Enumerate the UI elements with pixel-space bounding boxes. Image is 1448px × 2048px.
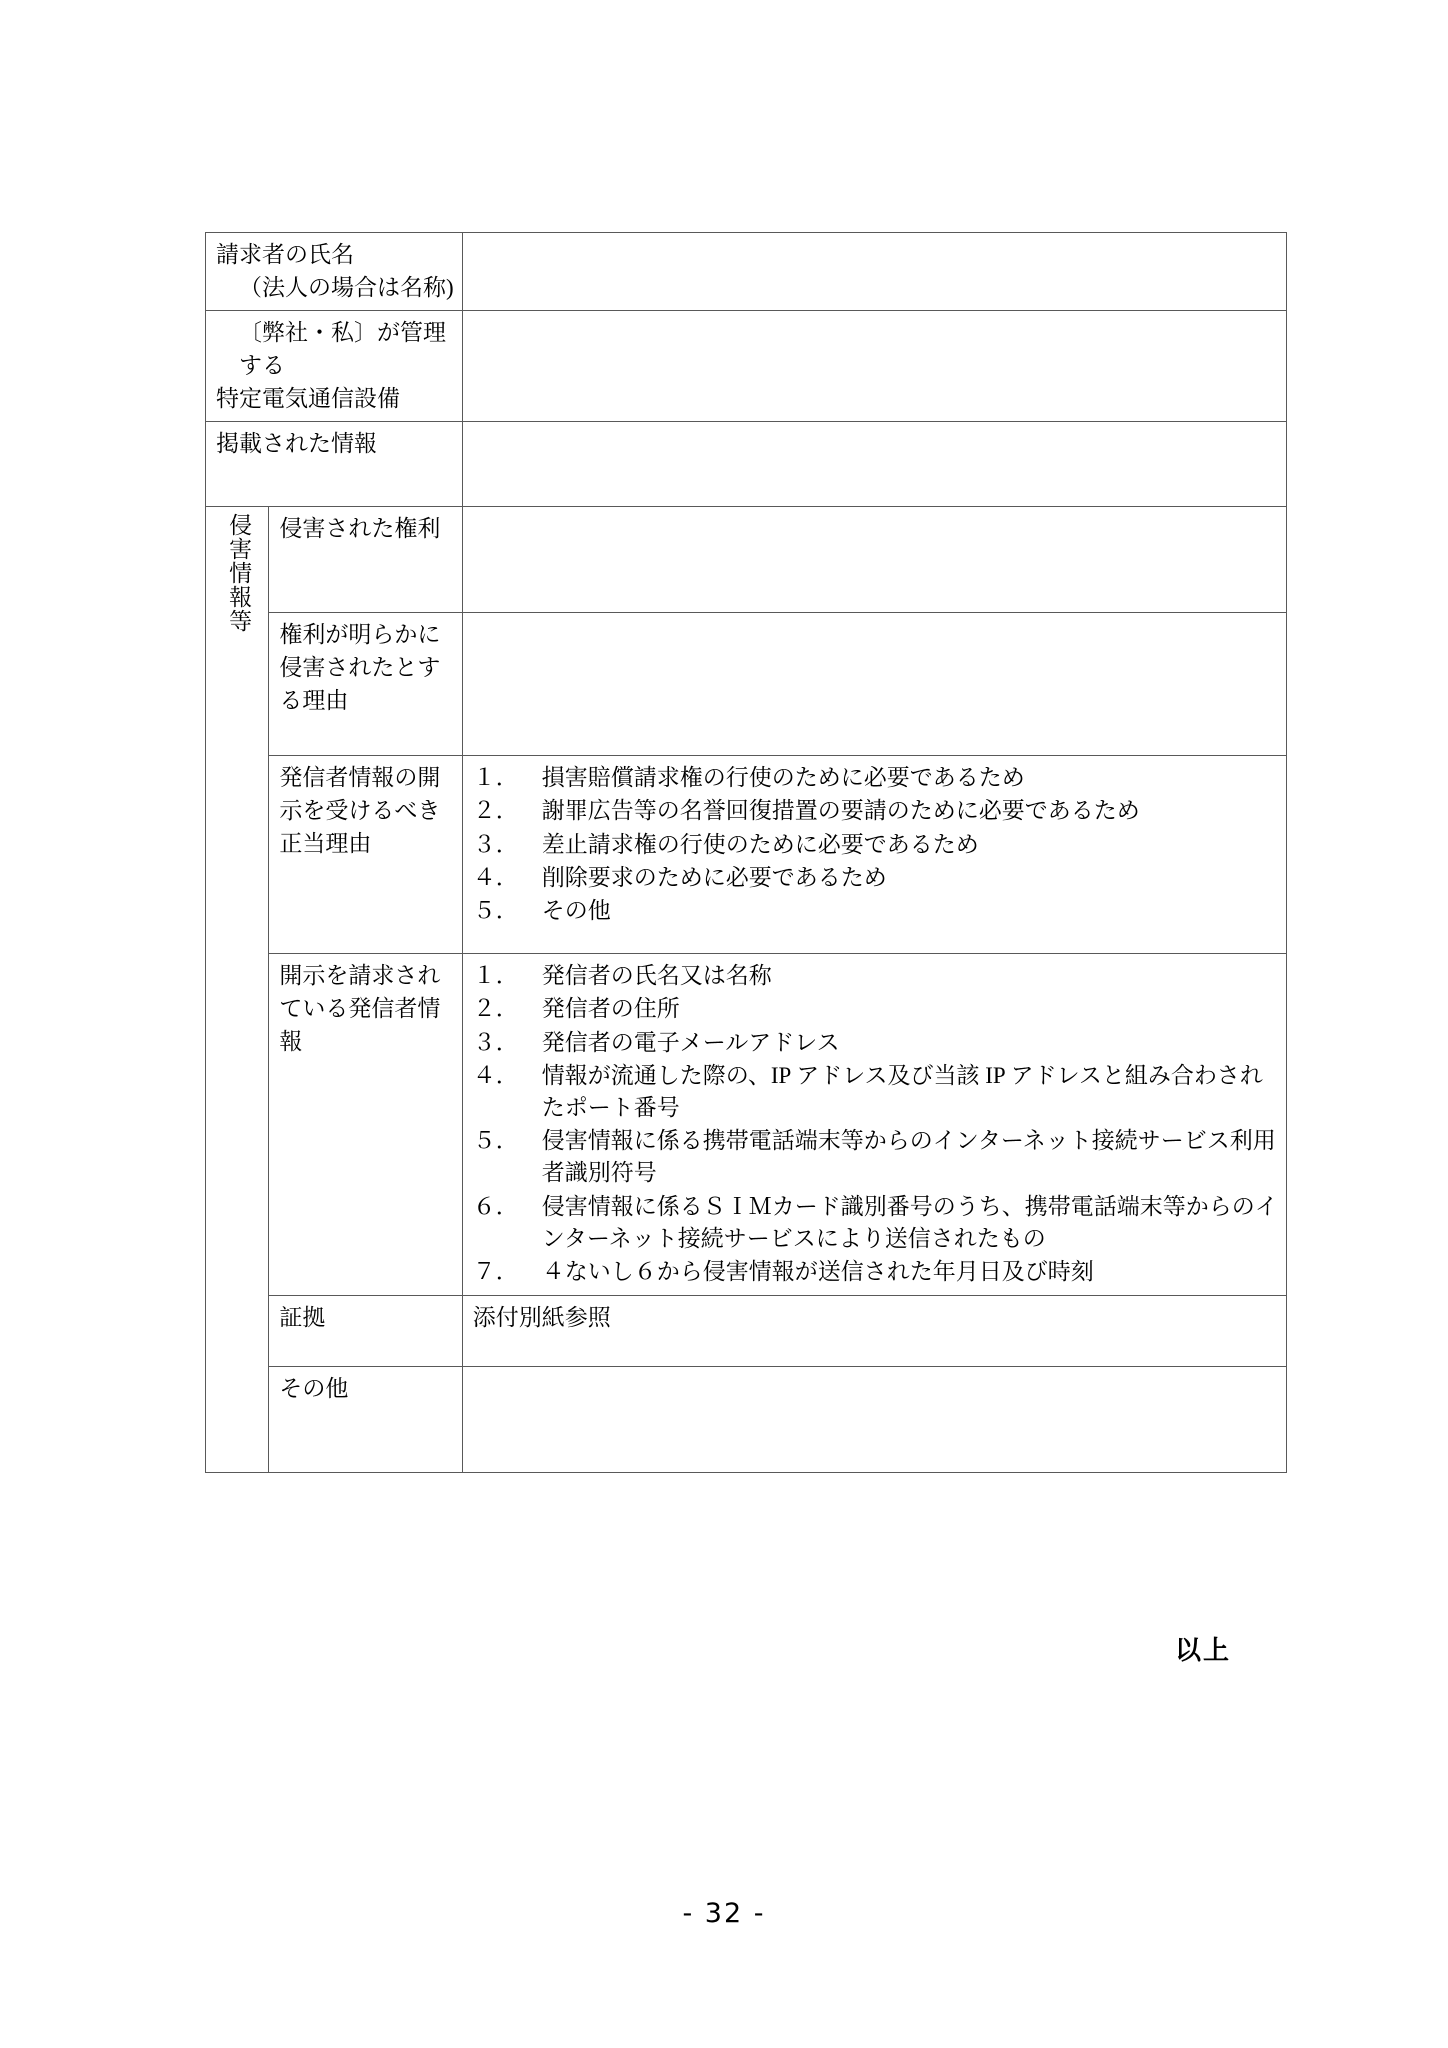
posted-information-label: 掲載された情報 [216,431,377,457]
table-row-reason-clearly-infringed [206,613,1287,756]
evidence-label: 証拠 [279,1305,326,1331]
list-item-number: ７． [472,1258,519,1284]
infringed-right-label-cell [269,507,462,613]
other-value-cell[interactable] [462,1367,1286,1473]
requested-sender-info-label-cell [269,954,462,1296]
closing-note: 以上 [1175,1636,1232,1666]
list-item[interactable] [473,993,1278,1025]
requested-sender-info-label: 開示を請求されている発信者情報 [279,963,441,1054]
managed-equipment-label-line2: 特定電気通信設備 [216,385,400,411]
list-item[interactable] [473,1060,1278,1124]
justification-option-list [473,762,1278,927]
list-item-text: 損害賠償請求権の行使のために必要であるため [541,765,1025,791]
list-item-text: 削除要求のために必要であるため [541,864,887,890]
list-item[interactable] [473,762,1278,794]
posted-information-value-cell[interactable] [462,422,1286,507]
list-item[interactable] [473,829,1278,861]
disclosure-request-form-table [205,232,1287,1473]
list-item-text: 発信者の氏名又は名称 [541,963,772,989]
infringement-group-label: 侵害情報等 [226,513,252,634]
list-item-number: ２． [472,798,519,824]
list-item-text: 謝罪広告等の名誉回復措置の要請のために必要であるため [541,798,1140,824]
justification-label-cell [269,756,462,954]
evidence-value-cell[interactable] [462,1296,1286,1367]
list-item-text: 侵害情報に係る携帯電話端末等からのインターネット接続サービス利用者識別符号 [541,1128,1276,1186]
list-item[interactable] [473,862,1278,894]
list-item-text: 発信者の住所 [541,996,680,1022]
claimant-name-value-cell[interactable] [462,233,1286,311]
claimant-name-label-line2: （法人の場合は名称) [239,274,454,300]
claimant-name-label-line1: 請求者の氏名 [216,242,354,267]
list-item-text: 差止請求権の行使のために必要であるため [541,831,979,857]
list-item[interactable] [473,1027,1278,1059]
table-row-requested-sender-info [206,954,1287,1296]
justification-value-cell[interactable] [462,756,1286,954]
list-item-number: ６． [472,1193,519,1219]
list-item-number: ５． [472,1128,519,1154]
list-item-number: ３． [472,831,519,857]
list-item-number: ５． [472,898,519,924]
list-item-number: ２． [472,996,519,1022]
other-label-cell [269,1367,462,1473]
reason-clearly-infringed-label: 権利が明らかに侵害されたとする理由 [279,622,441,713]
infringed-right-label: 侵害された権利 [279,516,441,542]
managed-equipment-value-cell[interactable] [462,311,1286,422]
table-row-posted-information [206,422,1287,507]
list-item[interactable] [473,1125,1278,1189]
list-item-text: ４ないし６から侵害情報が送信された年月日及び時刻 [541,1258,1094,1284]
list-item-number: ４． [472,1062,519,1088]
list-item[interactable] [473,960,1278,992]
table-row-other [206,1367,1287,1473]
evidence-label-cell [269,1296,462,1367]
page-number: - 32 - [682,1898,766,1929]
list-item-text: その他 [541,898,611,924]
list-item-text: 情報が流通した際の、IP アドレス及び当該 IP アドレスと組み合わされたポート番号 [541,1062,1263,1121]
table-row-claimant-name [206,233,1287,311]
managed-equipment-label-line1: 〔弊社・私〕が管理する [239,320,446,378]
infringed-right-value-cell[interactable] [462,507,1286,613]
posted-information-label-cell [206,422,463,507]
list-item[interactable] [473,1256,1278,1288]
requested-sender-info-option-list [473,960,1278,1288]
list-item-text: 侵害情報に係るＳＩＭカード識別番号のうち、携帯電話端末等からのインターネット接続サービスにより送信されたもの [541,1193,1278,1251]
infringement-group-label-cell [206,507,269,1473]
requested-sender-info-value-cell[interactable] [462,954,1286,1296]
table-row-evidence [206,1296,1287,1367]
justification-label: 発信者情報の開示を受けるべき正当理由 [279,765,441,856]
list-item[interactable] [473,795,1278,827]
list-item-number: １． [472,963,519,989]
table-row-managed-equipment [206,311,1287,422]
list-item-number: ４． [472,864,519,890]
other-label: その他 [279,1376,349,1402]
claimant-name-label-cell [206,233,463,311]
managed-equipment-label-cell [206,311,463,422]
reason-clearly-infringed-value-cell[interactable] [462,613,1286,756]
list-item[interactable] [473,895,1278,927]
reason-clearly-infringed-label-cell [269,613,462,756]
evidence-value: 添付別紙参照 [472,1305,611,1331]
list-item[interactable] [473,1191,1278,1255]
list-item-number: １． [472,765,519,791]
table-row-infringed-right [206,507,1287,613]
list-item-number: ３． [472,1029,519,1055]
list-item-text: 発信者の電子メールアドレス [541,1029,840,1055]
table-row-justification [206,756,1287,954]
